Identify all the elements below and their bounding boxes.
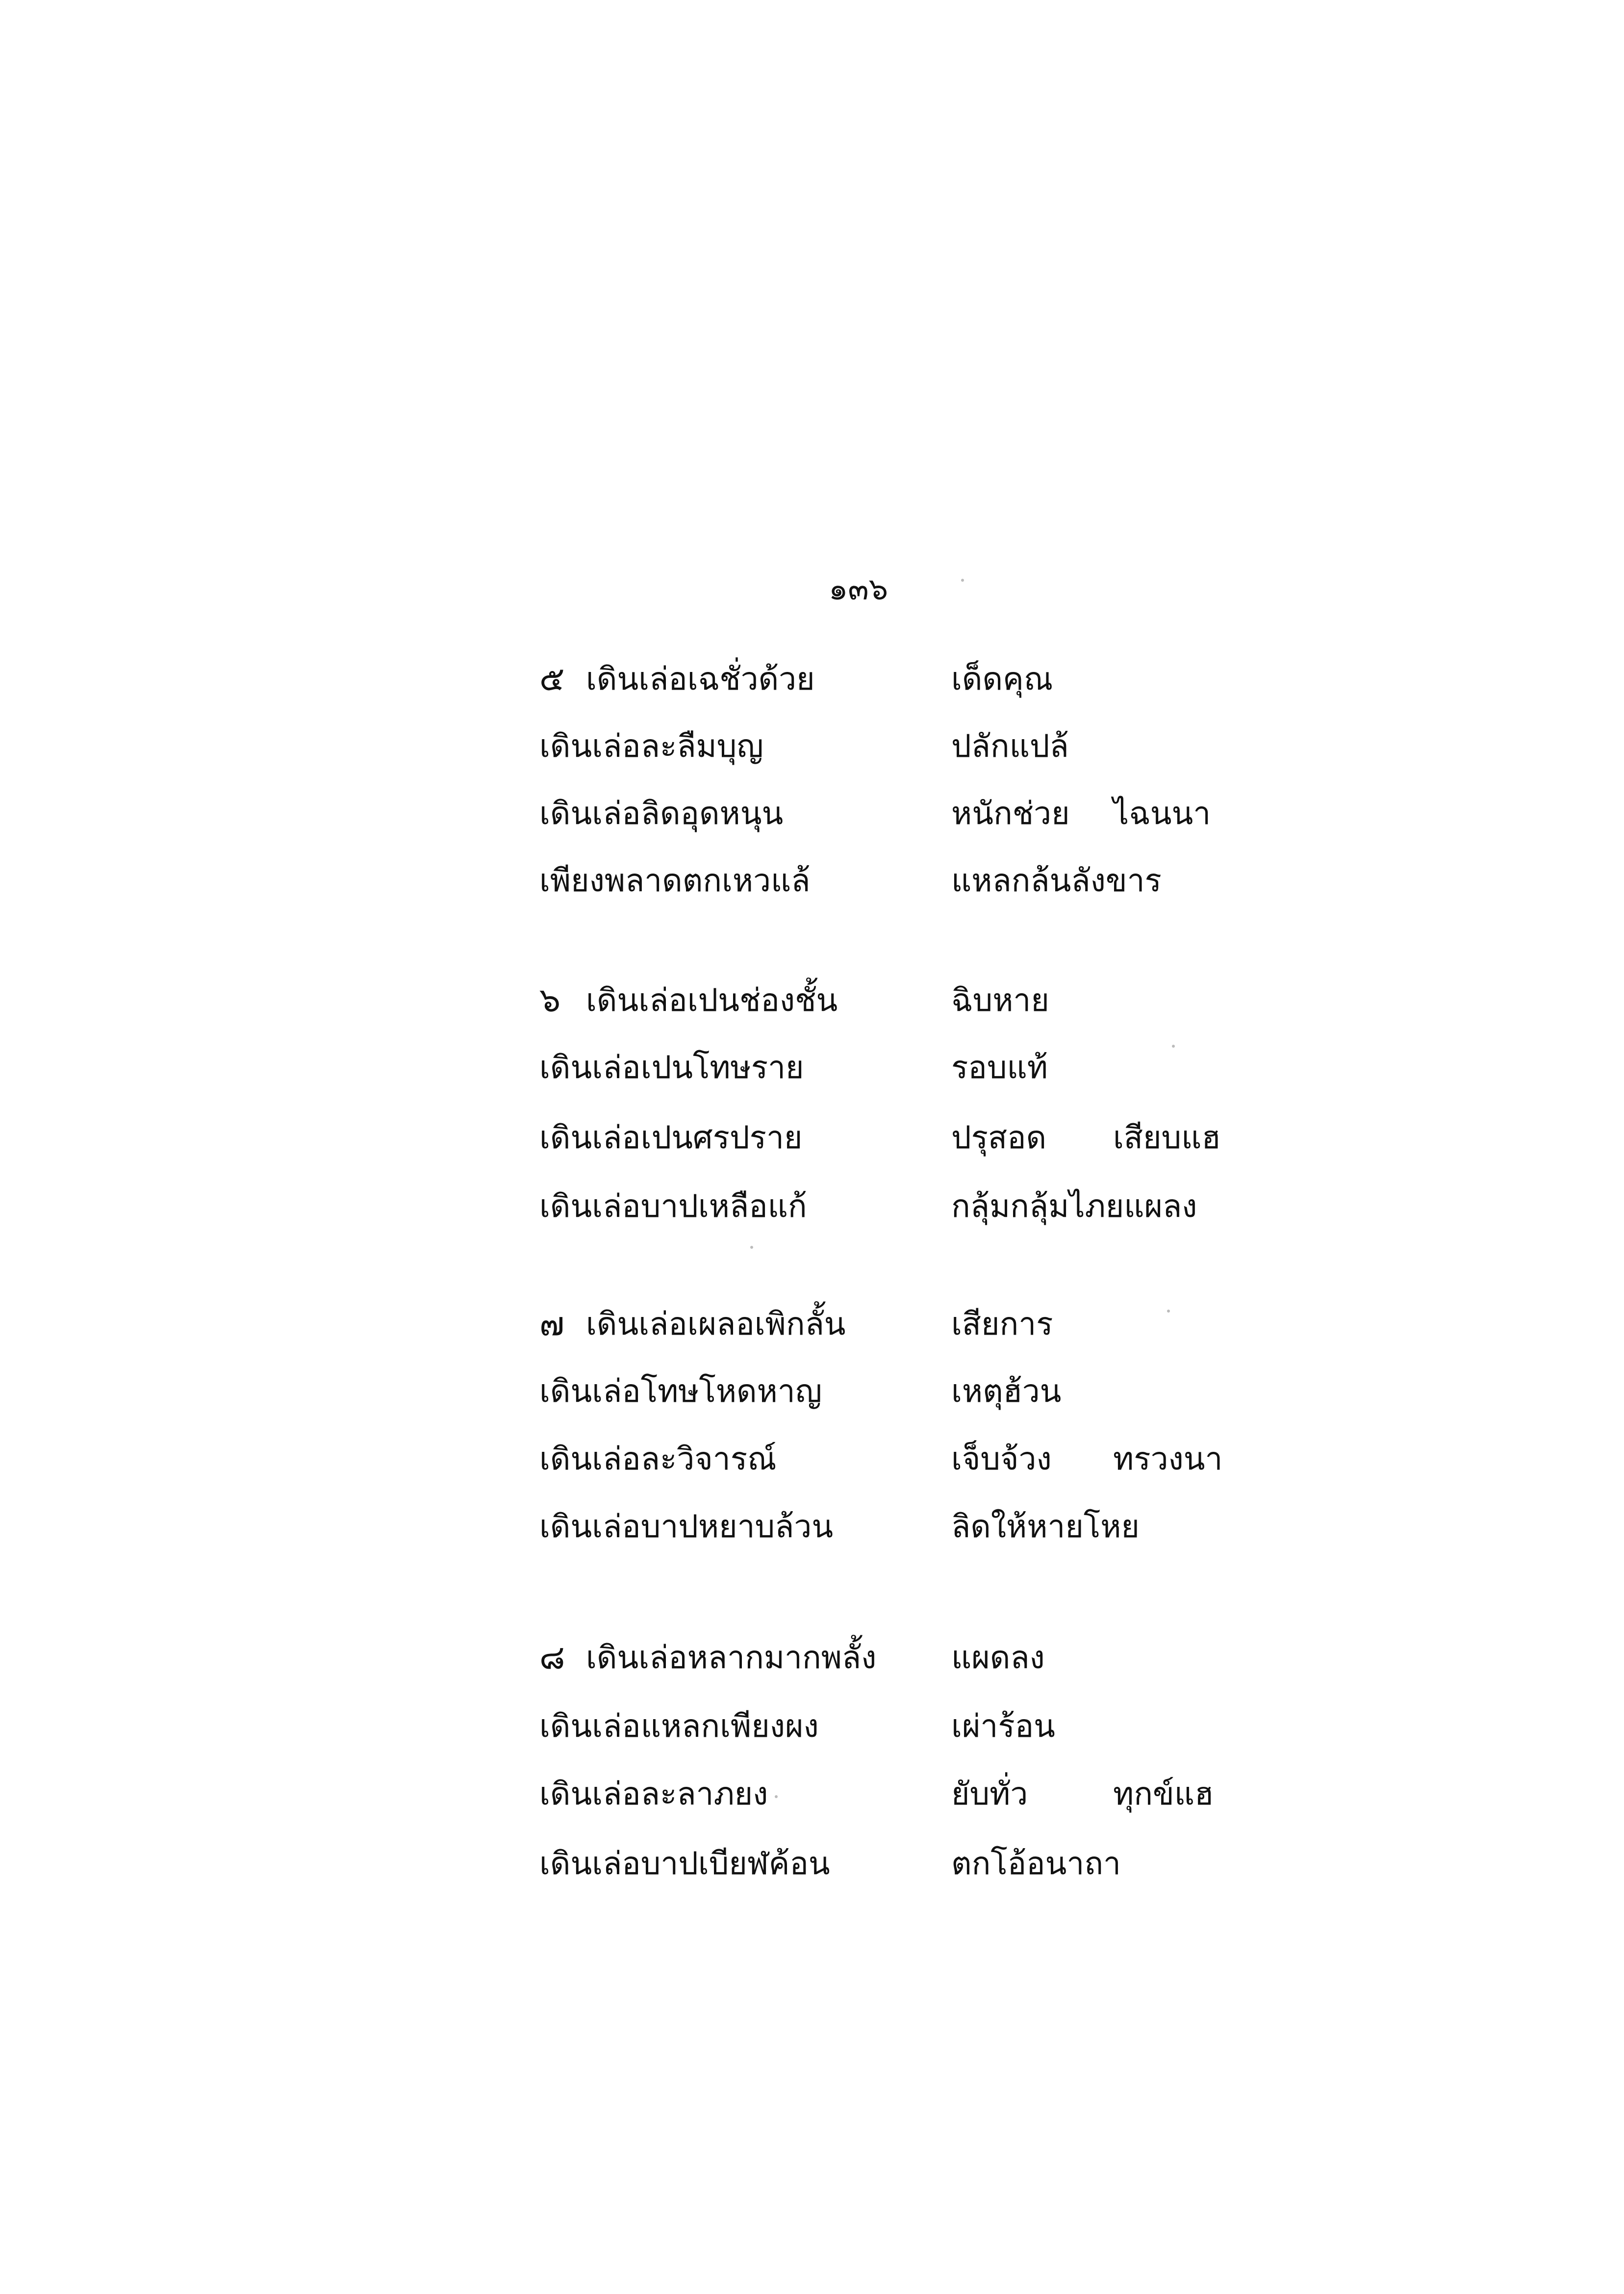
scan-speck — [1167, 1310, 1170, 1313]
verse-first-half: เดินเล่อลิดอุดหนุน — [539, 796, 784, 832]
scan-speck — [775, 1795, 778, 1798]
verse-first-half: เดินเล่อเปนโทษราย — [539, 1050, 804, 1086]
verse-second-half: เจ็บจ้วง — [951, 1441, 1052, 1477]
verse-first-half: เดินเล่อบาปเหลือแก้ — [539, 1188, 807, 1225]
verse-second-half: ลิดให้หายโหย — [951, 1509, 1140, 1545]
verse-second-half: เผ่าร้อน — [951, 1708, 1055, 1745]
verse-second-half: ยับทั่ว — [951, 1776, 1028, 1812]
verse-second-half: แหลกล้นลังขาร — [951, 863, 1162, 899]
verse-third-part: ทุกข์แฮ — [1113, 1776, 1214, 1812]
verse-second-half: หนักช่วย — [951, 796, 1070, 832]
verse-second-half: เหตุฮ้วน — [951, 1373, 1062, 1410]
verse-second-half: ตกโอ้อนาถา — [951, 1846, 1121, 1882]
verse-first-half: เดินเล่อเฉชั่วด้วย — [586, 661, 815, 697]
verse-first-half: เดินเล่อละวิจารณ์ — [539, 1441, 777, 1477]
verse-second-half: เด็ดคุณ — [951, 661, 1053, 697]
verse-third-part: ทรวงนา — [1113, 1441, 1223, 1477]
page-number: ๑๓๖ — [829, 571, 888, 607]
verse-first-half: เดินเล่อละลืมบุญ — [539, 728, 763, 765]
verse-first-half: เดินเล่อเปนช่องชั้น — [586, 982, 838, 1019]
verse-first-half: เดินเล่อบาปเบียฬค้อน — [539, 1846, 830, 1882]
verse-first-half: เพียงพลาดตกเหวแล้ — [539, 863, 811, 899]
verse-first-half: เดินเล่อบาปหยาบล้วน — [539, 1509, 834, 1545]
verse-first-half: เดินเล่อเผลอเพิกลั้น — [586, 1306, 846, 1342]
verse-second-half: ปรุสอด — [951, 1120, 1047, 1156]
verse-first-half: เดินเล่อละลาภยง — [539, 1776, 768, 1812]
verse-second-half: เสียการ — [951, 1306, 1053, 1342]
scan-speck — [961, 579, 964, 582]
verse-first-half: เดินเล่อแหลกเพียงผง — [539, 1708, 819, 1745]
verse-first-half: เดินเล่อเปนศรปราย — [539, 1120, 803, 1156]
verse-second-half: ฉิบหาย — [951, 982, 1049, 1019]
stanza-number: ๕ — [539, 660, 565, 698]
verse-second-half: ปลักแปล้ — [951, 728, 1069, 765]
stanza-number: ๘ — [539, 1638, 565, 1677]
verse-third-part: เสียบแฮ — [1113, 1120, 1221, 1156]
verse-first-half: เดินเล่อหลากมากพลั้ง — [586, 1640, 877, 1676]
scan-speck — [1172, 1045, 1175, 1048]
verse-third-part: ไฉนนา — [1113, 796, 1211, 832]
stanza-number: ๗ — [539, 1305, 565, 1343]
stanza-number: ๖ — [539, 981, 561, 1020]
verse-first-half: เดินเล่อโทษโหดหาญ — [539, 1373, 822, 1410]
verse-second-half: กลุ้มกลุ้มไภยแผลง — [951, 1188, 1197, 1225]
scan-speck — [750, 1246, 753, 1249]
verse-second-half: แผดลง — [951, 1640, 1045, 1676]
verse-second-half: รอบแท้ — [951, 1050, 1048, 1086]
